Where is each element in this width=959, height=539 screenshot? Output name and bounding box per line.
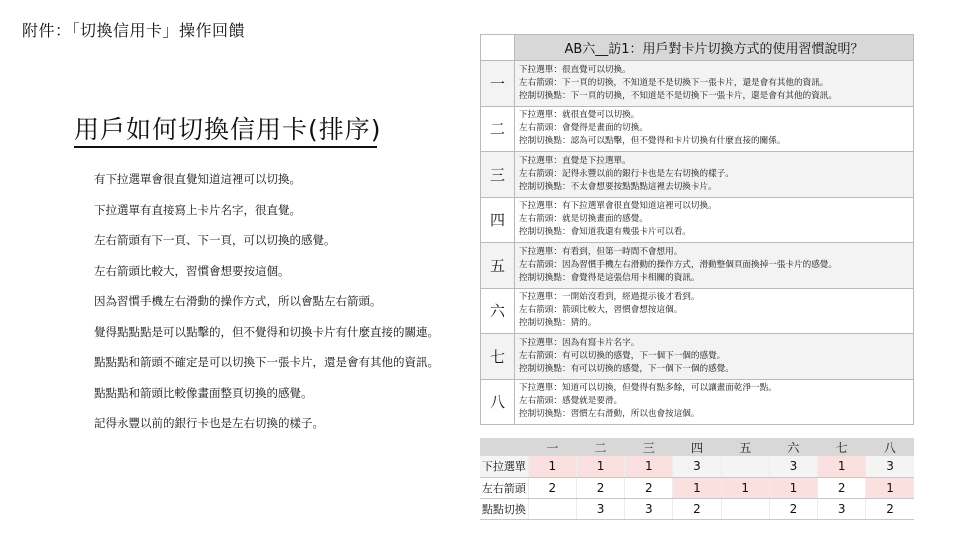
rank-cell: 1 <box>528 456 576 477</box>
title-underline <box>74 146 377 148</box>
participant-feedback <box>515 379 914 425</box>
participant-feedback <box>515 61 914 107</box>
feedback-line: 下拉選單：很直覺可以切換。 <box>519 64 631 75</box>
rank-cell: 3 <box>769 456 817 477</box>
rank-cell: 1 <box>818 456 866 477</box>
rank-cell: 3 <box>866 456 914 477</box>
rank-cell: 3 <box>818 498 866 519</box>
feedback-line: 控制切換點：認為可以點擊，但不覺得和卡片切換有什麼直接的關係。 <box>519 136 786 147</box>
list-item: 點點點和箭頭比較像畫面整頁切換的感覺。 <box>94 385 313 400</box>
participant-number: 七 <box>481 334 515 380</box>
feedback-line: 控制切換點：不太會想要按點點點這裡去切換卡片。 <box>519 181 717 192</box>
column-header <box>480 438 528 456</box>
rank-cell: 2 <box>625 477 673 498</box>
list-item: 左右箭頭比較大，習慣會想要按這個。 <box>94 263 290 278</box>
rank-cell: 1 <box>721 477 769 498</box>
interview-table <box>480 34 914 425</box>
rank-cell <box>721 456 769 477</box>
column-header: 八 <box>866 438 914 456</box>
table-row <box>481 152 914 198</box>
participant-number: 二 <box>481 106 515 152</box>
participant-feedback <box>515 334 914 380</box>
feedback-line: 左右箭頭：因為習慣手機左右滑動的操作方式，滑動整個頁面換掉一張卡片的感覺。 <box>519 259 837 270</box>
row-label: 下拉選單 <box>480 456 528 477</box>
table-row <box>481 334 914 380</box>
rank-cell: 1 <box>866 477 914 498</box>
rank-cell: 1 <box>673 477 721 498</box>
column-header: 四 <box>673 438 721 456</box>
column-header: 一 <box>528 438 576 456</box>
rank-cell: 1 <box>576 456 624 477</box>
rank-cell <box>528 498 576 519</box>
table-row <box>480 498 914 519</box>
row-label: 點點切換 <box>480 498 528 519</box>
feedback-line: 左右箭頭：會覺得是畫面的切換。 <box>519 123 648 134</box>
column-header: 七 <box>818 438 866 456</box>
list-item: 因為習慣手機左右滑動的操作方式，所以會點左右箭頭。 <box>94 294 382 308</box>
list-item: 覺得點點點是可以點擊的，但不覺得和切換卡片有什麼直接的關連。 <box>94 324 439 339</box>
feedback-line: 左右箭頭：感覺就是要滑。 <box>519 396 623 407</box>
feedback-line: 下拉選單：有下拉選單會很直覺知道這裡可以切換。 <box>519 201 717 212</box>
participant-number: 四 <box>481 197 515 243</box>
list-item: 有下拉選單會很直覺知道這裡可以切換。 <box>94 172 301 186</box>
interview-table-title: AB六__訪1：用戶對卡片切換方式的使用習慣說明？ <box>515 35 914 61</box>
feedback-line: 左右箭頭：就是切換畫面的感覺。 <box>519 214 648 225</box>
table-row <box>480 456 914 477</box>
participant-number: 五 <box>481 243 515 289</box>
rank-cell: 3 <box>625 498 673 519</box>
participant-feedback <box>515 152 914 198</box>
table-header-blank <box>481 35 515 61</box>
rank-cell <box>721 498 769 519</box>
feedback-line: 左右箭頭：箭頭比較大，習慣會想按這個。 <box>519 305 683 316</box>
rank-cell: 3 <box>576 498 624 519</box>
table-row <box>481 197 914 243</box>
participant-feedback <box>515 106 914 152</box>
participant-feedback <box>515 197 914 243</box>
rank-cell: 2 <box>528 477 576 498</box>
feedback-line: 控制切換點：猜的。 <box>519 318 597 329</box>
feedback-line: 控制切換點：會覺得是這張信用卡相關的資訊。 <box>519 272 700 283</box>
summary-header-row <box>480 438 914 456</box>
table-row <box>480 477 914 498</box>
feedback-line: 下拉選單：一開始沒看到，經過提示後才看到。 <box>519 292 700 303</box>
table-row <box>481 243 914 289</box>
table-row <box>481 379 914 425</box>
list-item: 左右箭頭有下一頁、下一頁，可以切換的感覺。 <box>94 233 336 247</box>
feedback-line: 下拉選單：因為有寫卡片名字。 <box>519 337 640 348</box>
feedback-line: 左右箭頭：下一頁的切換，不知道是不是切換下一張卡片，還是會有其他的資訊。 <box>519 77 829 88</box>
list-item: 點點點和箭頭不確定是可以切換下一張卡片，還是會有其他的資訊。 <box>94 355 439 369</box>
attachment-header: 附件：「切換信用卡」操作回饋 <box>22 21 246 40</box>
feedback-line: 左右箭頭：有可以切換的感覺，下一個下一個的感覺。 <box>519 350 726 361</box>
participant-number: 六 <box>481 288 515 334</box>
rank-cell: 1 <box>769 477 817 498</box>
table-row <box>481 61 914 107</box>
feedback-line: 下拉選單：直覺是下拉選單。 <box>519 155 631 166</box>
feedback-line: 控制切換點：會知道我還有幾張卡片可以看。 <box>519 227 691 238</box>
rank-cell: 2 <box>866 498 914 519</box>
participant-number: 三 <box>481 152 515 198</box>
feedback-line: 控制切換點：習慣左右滑動，所以也會按這個。 <box>519 409 700 420</box>
summary-points-list <box>94 172 474 447</box>
rank-cell: 3 <box>673 456 721 477</box>
column-header: 三 <box>625 438 673 456</box>
column-header: 二 <box>576 438 624 456</box>
participant-feedback <box>515 243 914 289</box>
list-item: 記得永豐以前的銀行卡也是左右切換的樣子。 <box>94 416 324 430</box>
ranking-summary-table <box>480 438 914 520</box>
table-row <box>481 106 914 152</box>
rank-cell: 2 <box>576 477 624 498</box>
table-row <box>481 288 914 334</box>
feedback-line: 控制切換點：下一頁的切換，不知道是不是切換下一張卡片，還是會有其他的資訊。 <box>519 90 837 101</box>
rank-cell: 2 <box>769 498 817 519</box>
rank-cell: 1 <box>625 456 673 477</box>
feedback-line: 控制切換點：有可以切換的感覺，下一個下一個的感覺。 <box>519 363 734 374</box>
row-label: 左右箭頭 <box>480 477 528 498</box>
feedback-line: 左右箭頭：記得永豐以前的銀行卡也是左右切換的樣子。 <box>519 168 734 179</box>
feedback-line: 下拉選單：就很直覺可以切換。 <box>519 110 640 121</box>
rank-cell: 2 <box>818 477 866 498</box>
feedback-line: 下拉選單：知道可以切換，但覺得有點多餘，可以讓畫面乾淨一點。 <box>519 383 777 394</box>
list-item: 下拉選單有直接寫上卡片名字，很直覺。 <box>94 202 301 217</box>
page-title: 用戶如何切換信用卡(排序) <box>74 115 382 144</box>
participant-feedback <box>515 288 914 334</box>
participant-number: 八 <box>481 379 515 425</box>
feedback-line: 下拉選單：有看到，但第一時間不會想用。 <box>519 246 683 257</box>
rank-cell: 2 <box>673 498 721 519</box>
participant-number: 一 <box>481 61 515 107</box>
column-header: 五 <box>721 438 769 456</box>
column-header: 六 <box>769 438 817 456</box>
